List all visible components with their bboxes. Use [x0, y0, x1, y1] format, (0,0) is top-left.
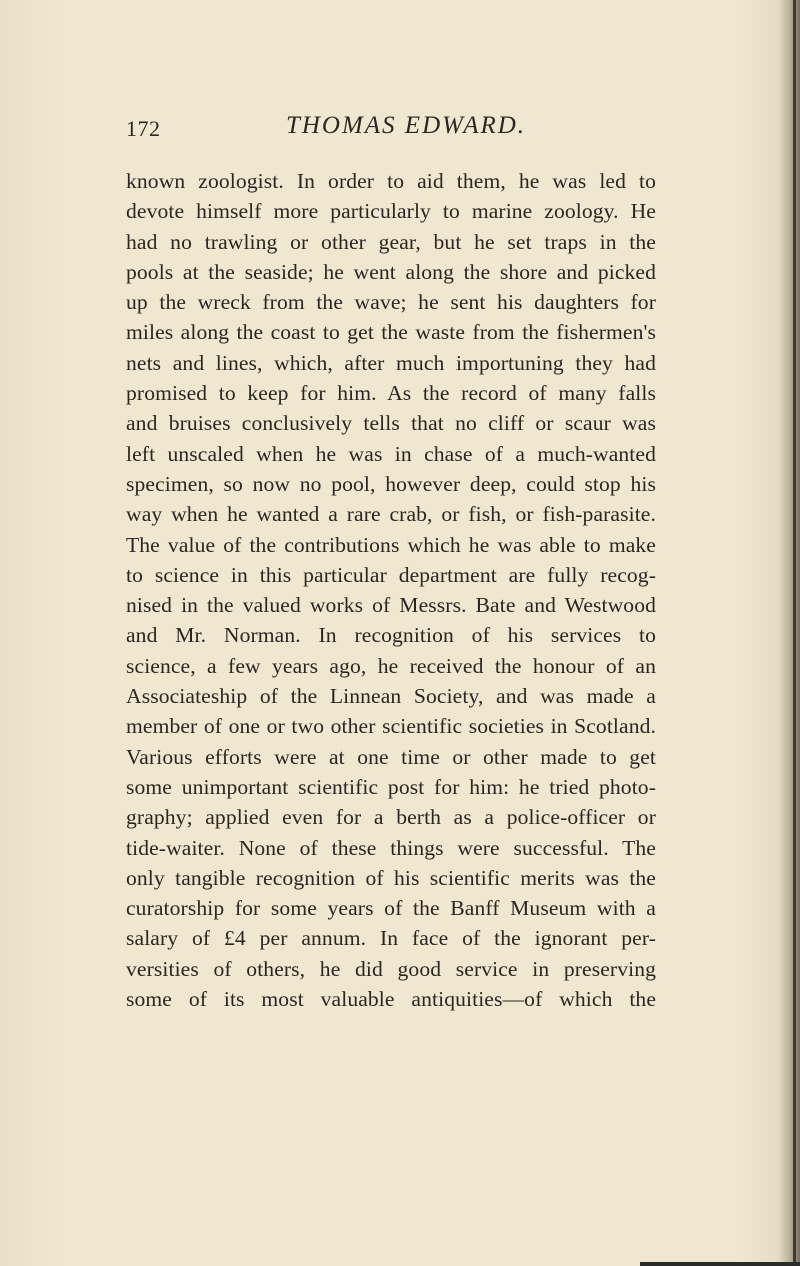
text-line: some of its most valuable antiquities—of which the [126, 987, 656, 1012]
page-number: 172 [126, 116, 161, 141]
text-line: salary of £4 per annum. In face of the ignorant per- [126, 926, 656, 951]
text-line: Various efforts were at one time or other made to get [126, 744, 656, 769]
text-line: nised in the valued works of Messrs. Bate and Westwood [126, 593, 656, 618]
text-line: and Mr. Norman. In recognition of his services to [126, 623, 656, 648]
text-line: curatorship for some years of the Banff Museum with a [126, 896, 656, 921]
running-head: THOMAS EDWARD. [285, 112, 527, 139]
text-line: and bruises conclusively tells that no cliff or scaur was [126, 411, 656, 436]
text-line: left unscaled when he was in chase of a much-wanted [126, 441, 656, 466]
text-line: Associateship of the Linnean Society, and was made a [126, 684, 656, 709]
page-header [126, 110, 656, 146]
text-line: known zoologist. In order to aid them, he was led to [126, 169, 656, 193]
text-line: to science in this particular department are fully recog- [126, 562, 656, 587]
text-line: nets and lines, which, after much importuning they had [126, 350, 656, 375]
text-line: only tangible recognition of his scientific merits was the [126, 865, 656, 890]
page-edge-shadow [778, 0, 800, 1266]
text-line: graphy; applied even for a berth as a police-officer or [126, 805, 656, 830]
body-text [126, 166, 656, 1014]
text-line: versities of others, he did good service in preserving [126, 956, 656, 981]
text-line: member of one or two other scientific societies in Scotland. [126, 714, 656, 739]
page-edge-line [793, 0, 796, 1266]
text-line: promised to keep for him. As the record of many falls [126, 381, 656, 406]
text-line: science, a few years ago, he received the honour of an [126, 653, 656, 678]
text-line: tide-waiter. None of these things were successful. The [126, 835, 656, 860]
text-line: up the wreck from the wave; he sent his daughters for [126, 290, 656, 315]
text-line: specimen, so now no pool, however deep, could stop his [126, 471, 656, 496]
text-line: way when he wanted a rare crab, or fish, or fish-parasite. [126, 502, 656, 527]
bottom-edge-rule [640, 1262, 800, 1266]
text-line: devote himself more particularly to marine zoology. He [126, 199, 656, 224]
text-line: pools at the seaside; he went along the shore and picked [126, 259, 656, 284]
text-line: had no trawling or other gear, but he set traps in the [126, 229, 656, 254]
text-line: some unimportant scientific post for him: he tried photo- [126, 774, 656, 799]
text-line: miles along the coast to get the waste from the fishermen's [126, 320, 656, 345]
text-line: The value of the contributions which he was able to make [126, 532, 656, 557]
